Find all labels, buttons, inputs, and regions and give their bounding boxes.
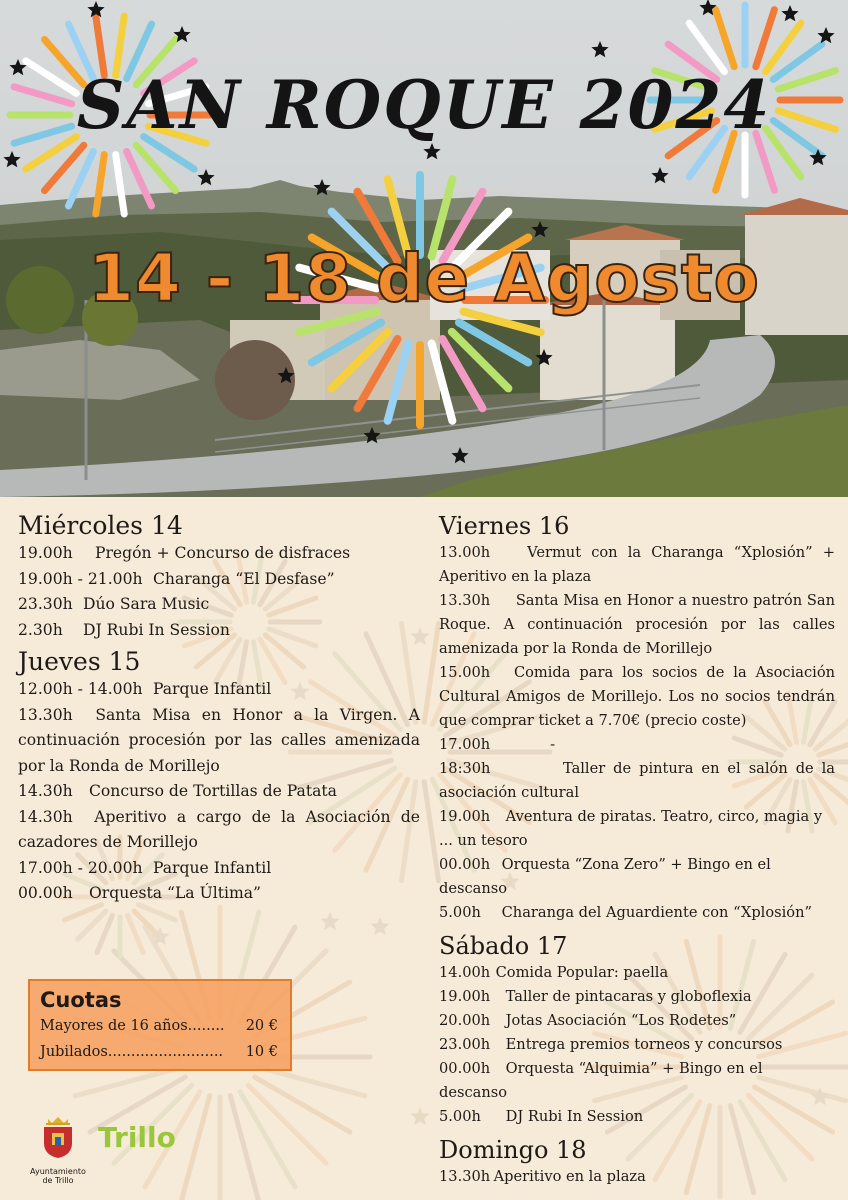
event-item: 17.00h - 20.00h Parque Infantil [18,858,272,877]
event-item: 13.30h Santa Misa en Honor a nuestro patrón San Roque. A continuación procesión por las calles amenizada por la Ronda de Morillejo [439,592,836,657]
event-item: 19.00h Aventura de piratas. Teatro, circo, magia y ... un tesoro [439,808,823,849]
event-item: 17.00h - 18:30h Taller de pintura en el salón de la asociación cultural [439,736,836,801]
event-item: 19.00h Taller de pintacaras y globoflexia [439,988,752,1005]
event-item: 12.00h - 14.00h Parque Infantil [18,680,272,698]
day-heading: Domingo 18 [439,1136,587,1164]
event-item: 2.30h DJ Rubi In Session [18,620,230,639]
ayuntamiento-label: Ayuntamiento de Trillo [30,1167,86,1185]
event-item: 13.30h Aperitivo en la plaza [439,1168,646,1185]
event-item: 13.00h Vermut con la Charanga “Xplosión” + Aperitivo en la plaza [439,544,835,585]
program-right-column [439,509,835,1189]
event-item: 13.30h Santa Misa en Honor a la Virgen. A continuación procesión por las calles amenizada por la Ronda de Morillejo [18,705,420,775]
coat-of-arms-icon [28,1115,88,1159]
event-item: 23.30h Dúo Sara Music [18,595,210,613]
hero-photo [0,0,848,497]
event-item: 15.00h Comida para los socios de la Asociación Cultural Amigos de Morillejo. Los no socios tendrán que comprar ticket a 7.70€ (precio coste) [439,664,836,729]
cuotas-box [28,979,292,1071]
event-item: 14.00h Comida Popular: paella [439,964,669,981]
event-item: 00.00h Orquesta “La Última” [18,884,262,902]
event-item: 14.30h Concurso de Tortillas de Patata [18,782,337,800]
page-title: SAN ROQUE 2024 [76,66,772,144]
event-item: 5.00h DJ Rubi In Session [439,1108,644,1125]
event-item: 20.00h Jotas Asociación “Los Rodetes” [439,1012,737,1029]
cuotas-title: Cuotas [40,988,122,1012]
event-item: 5.00h Charanga del Aguardiente con “Xplosión” [439,904,812,921]
trillo-wordmark: Trillo [98,1121,176,1154]
ayuntamiento-logo [28,1115,88,1185]
event-item: 14.30h Aperitivo a cargo de la Asociación de cazadores de Morillejo [18,807,420,851]
program-left-column [18,509,420,907]
cuota-row: Mayores de 16 años........ 20 € [40,1018,278,1034]
day-heading: Viernes 16 [439,512,570,540]
day-heading: Jueves 15 [18,647,141,676]
cuota-row: Jubilados......................... 10 € [40,1044,278,1060]
trillo-logo [98,1121,176,1154]
event-item: 23.00h Entrega premios torneos y concursos [439,1036,783,1053]
day-heading: Miércoles 14 [18,511,183,540]
event-item: 19.00h Pregón + Concurso de disfraces [18,544,351,562]
event-item: 00.00h Orquesta “Zona Zero” + Bingo en el descanso [439,856,771,897]
day-heading: Sábado 17 [439,932,568,960]
event-dates: 14 - 18 de Agosto [88,240,760,317]
event-item: 19.00h - 21.00h Charanga “El Desfase” [18,569,335,588]
program-section [0,497,848,1200]
event-item: 00.00h Orquesta “Alquimia” + Bingo en el descanso [439,1060,763,1101]
